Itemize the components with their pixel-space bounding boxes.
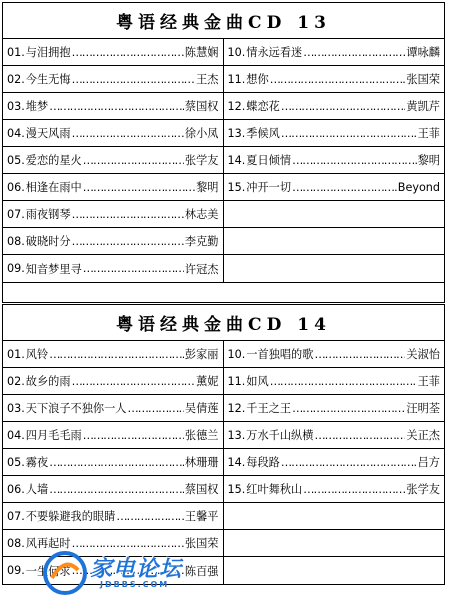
track-artist: 许冠杰: [184, 262, 219, 276]
track-number: 10.: [227, 347, 246, 361]
track-artist: 张德兰: [184, 429, 219, 442]
track-artist: 陈百强: [184, 564, 219, 578]
track-number: 02.: [7, 72, 25, 86]
track-number: 13.: [227, 126, 246, 140]
track-artist: 黎明: [196, 181, 219, 194]
track-title: 爱恋的星火: [25, 154, 82, 167]
track-row: [3, 341, 223, 368]
track-artist: 张学友: [406, 483, 440, 496]
dot-leader: [314, 348, 405, 361]
track-row: [224, 368, 445, 395]
track-number: 08.: [7, 536, 25, 550]
track-artist: 黄凯芹: [406, 100, 440, 113]
dot-leader: [292, 402, 405, 415]
track-artist: 薰妮: [196, 375, 219, 388]
empty-row: [224, 530, 445, 557]
track-row: [3, 255, 223, 282]
track-artist: 吴倩莲: [184, 402, 219, 415]
track-number: 06.: [7, 180, 25, 194]
track-title: 四月毛毛雨: [25, 429, 82, 442]
empty-row: [224, 557, 445, 584]
track-title: 不要躲避我的眼睛: [25, 510, 116, 523]
jdbbs-watermark-logo: [40, 548, 200, 600]
track-title: 季候风: [246, 127, 280, 140]
track-title: 人墙: [25, 483, 49, 496]
track-row: [3, 422, 223, 449]
track-row: [3, 228, 223, 255]
track-title: 冲开一切: [246, 181, 292, 194]
dot-leader: [49, 100, 184, 113]
track-title: 千王之王: [246, 402, 292, 415]
track-artist: 李克勤: [184, 235, 219, 248]
track-row: [224, 120, 445, 147]
dot-leader: [72, 73, 196, 86]
cd14-title: 粤语经典金曲CD 14: [3, 305, 444, 341]
dot-leader: [303, 483, 405, 496]
track-row: [224, 174, 445, 201]
track-artist: 蔡国权: [184, 483, 219, 496]
track-row: [3, 66, 223, 93]
track-number: 14.: [227, 153, 246, 167]
dot-leader: [72, 208, 184, 221]
dot-leader: [270, 375, 417, 388]
dot-leader: [314, 429, 405, 442]
track-number: 08.: [7, 234, 25, 248]
track-row: [3, 93, 223, 120]
track-row: [224, 395, 445, 422]
track-title: 每段路: [246, 456, 280, 469]
track-row: [3, 476, 223, 503]
track-number: 01.: [7, 45, 25, 59]
track-artist: Beyond: [397, 180, 440, 194]
track-title: 情永远看迷: [246, 46, 303, 59]
track-number: 13.: [227, 428, 246, 442]
logo-icon: [40, 548, 90, 598]
track-title: 万水千山纵横: [246, 429, 314, 442]
track-title: 红叶舞秋山: [246, 483, 303, 496]
track-row: [3, 174, 223, 201]
dot-leader: [49, 483, 184, 496]
track-number: 05.: [7, 455, 25, 469]
track-number: 01.: [7, 347, 25, 361]
empty-row: [224, 201, 445, 228]
track-artist: 谭咏麟: [406, 46, 440, 59]
track-artist: 汪明荃: [406, 402, 440, 415]
track-title: 漫天风雨: [25, 127, 71, 140]
watermark-text: 家电论坛: [90, 557, 183, 582]
track-artist: 林珊珊: [184, 456, 219, 469]
track-artist: 张学友: [184, 154, 219, 167]
dot-leader: [83, 262, 184, 275]
track-number: 04.: [7, 428, 25, 442]
cd14-right-column: [224, 341, 445, 584]
track-number: 14.: [227, 455, 246, 469]
track-row: [3, 39, 223, 66]
cd13-title: 粤语经典金曲CD 13: [3, 3, 444, 39]
track-title: 与泪拥抱: [25, 46, 71, 59]
dot-leader: [116, 510, 184, 523]
track-title: 相逢在雨中: [25, 181, 82, 194]
dot-leader: [72, 46, 184, 59]
track-title: 蝶恋花: [246, 100, 280, 113]
empty-row: [224, 255, 445, 282]
empty-row: [224, 228, 445, 255]
track-number: 12.: [227, 99, 246, 113]
track-title: 今生无悔: [25, 73, 71, 86]
track-number: 04.: [7, 126, 25, 140]
track-title: 一生何求: [25, 564, 71, 578]
track-number: 15.: [227, 482, 246, 496]
track-artist: 张国荣: [184, 537, 219, 550]
track-number: 07.: [7, 207, 25, 221]
watermark-subtext: JDBBS.COM: [100, 580, 170, 589]
track-row: [3, 201, 223, 228]
track-row: [224, 341, 445, 368]
track-row: [224, 422, 445, 449]
track-artist: 关淑怡: [406, 348, 440, 361]
track-row: [3, 368, 223, 395]
cd13-right-column: [224, 39, 445, 282]
dot-leader: [281, 100, 406, 113]
track-title: 风铃: [25, 348, 49, 361]
track-row: [3, 120, 223, 147]
dot-leader: [72, 127, 184, 140]
dot-leader: [83, 181, 195, 194]
cd13-empty-row: [3, 282, 444, 302]
dot-leader: [303, 46, 405, 59]
track-number: 05.: [7, 153, 25, 167]
dot-leader: [83, 429, 184, 442]
track-row: [224, 476, 445, 503]
dot-leader: [292, 154, 417, 167]
track-title: 风再起时: [25, 537, 71, 550]
track-artist: 王菲: [417, 375, 440, 388]
track-row: [224, 449, 445, 476]
track-title: 霧夜: [25, 456, 49, 469]
track-artist: 林志美: [184, 208, 219, 221]
track-row: [3, 395, 223, 422]
track-number: 10.: [227, 45, 246, 59]
track-number: 09.: [7, 564, 25, 577]
track-artist: 蔡国权: [184, 100, 219, 113]
track-artist: 关正杰: [406, 429, 440, 442]
track-number: 15.: [227, 180, 246, 194]
empty-row: [224, 503, 445, 530]
cd13-left-column: [3, 39, 224, 282]
track-title: 雨夜钢琴: [25, 208, 71, 221]
track-artist: 王菲: [417, 127, 440, 140]
track-title: 破晓时分: [25, 235, 71, 248]
track-number: 06.: [7, 482, 25, 496]
cd13-table: [2, 2, 445, 303]
track-row: [224, 39, 445, 66]
track-title: 一首独唱的歌: [246, 348, 314, 361]
track-number: 07.: [7, 509, 25, 523]
dot-leader: [281, 127, 417, 140]
track-number: 11.: [227, 374, 246, 388]
dot-leader: [49, 348, 184, 361]
track-artist: 吕方: [417, 456, 440, 469]
track-title: 知音梦里寻: [25, 262, 82, 276]
track-artist: 徐小凤: [184, 127, 219, 140]
track-number: 09.: [7, 262, 25, 275]
track-title: 如风: [246, 375, 269, 388]
track-number: 03.: [7, 99, 25, 113]
dot-leader: [281, 456, 417, 469]
track-number: 02.: [7, 374, 25, 388]
track-number: 11.: [227, 72, 246, 86]
dot-leader: [128, 402, 184, 415]
track-title: 想你: [246, 73, 269, 86]
track-title: 堆梦: [25, 100, 49, 113]
track-row: [3, 503, 223, 530]
track-artist: 黎明: [417, 154, 440, 167]
track-number: 03.: [7, 401, 25, 415]
track-row: [224, 147, 445, 174]
dot-leader: [270, 73, 406, 86]
track-title: 夏日倾情: [246, 154, 292, 167]
track-artist: 陈慧娴: [184, 46, 219, 59]
dot-leader: [292, 181, 397, 194]
track-title: 天下浪子不独你一人: [25, 402, 127, 415]
track-artist: 王馨平: [184, 510, 219, 523]
dot-leader: [72, 235, 184, 248]
track-artist: 王杰: [196, 73, 219, 86]
dot-leader: [83, 154, 184, 167]
track-row: [3, 449, 223, 476]
track-number: 12.: [227, 401, 246, 415]
track-artist: 彭家丽: [184, 348, 219, 361]
dot-leader: [49, 456, 184, 469]
track-row: [3, 147, 223, 174]
track-title: 故乡的雨: [25, 375, 71, 388]
dot-leader: [72, 375, 196, 388]
track-row: [224, 66, 445, 93]
track-artist: 张国荣: [406, 73, 440, 86]
cd14-table: [2, 304, 445, 585]
track-row: [224, 93, 445, 120]
